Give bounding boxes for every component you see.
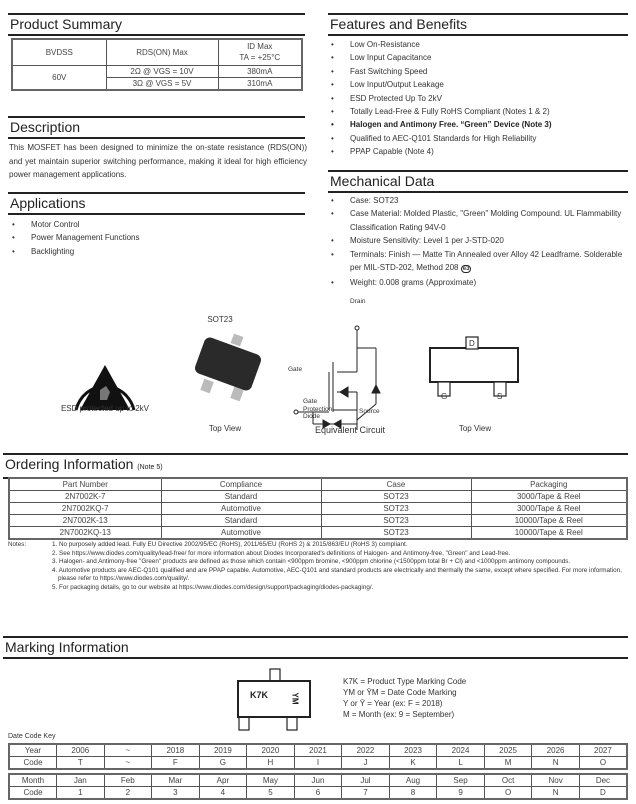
cell: SOT23 (321, 515, 471, 527)
cell: 3Ω @ VGS = 5V (106, 77, 218, 90)
cell: 3 (152, 787, 200, 800)
gate-label: Gate (288, 366, 303, 373)
cell (218, 39, 302, 65)
cell: SOT23 (321, 527, 471, 540)
cell: Automotive (161, 503, 321, 515)
cell: Jan (57, 774, 105, 787)
cell: Code (9, 787, 57, 800)
cell: 3000/Tape & Reel (471, 491, 627, 503)
cell: 2026 (532, 744, 580, 757)
note-item: 2. See https://www.diodes.com/quality/lead-free/ for more information about Diodes Incorporated's definitions of Halogen- and Antimony-free, "Green" and Lead-free. (52, 549, 511, 557)
notes-label: Notes: (8, 541, 27, 548)
cell: 2006 (57, 744, 105, 757)
gate-protection-diode-label: Gate Protection Diode (303, 398, 333, 420)
cell: N (532, 787, 580, 800)
list-item: • Motor Control (9, 218, 140, 231)
list-item: • Totally Lead-Free & Fully RoHS Compliant (Notes 1 & 2) (328, 105, 628, 118)
table-row (9, 757, 627, 770)
cell: Feb (104, 774, 152, 787)
cell: 8 (389, 787, 437, 800)
ordering-heading (3, 453, 628, 479)
cell: D (579, 787, 627, 800)
pinout-top-view-diagram (428, 336, 524, 400)
marking-code: K7K (250, 690, 269, 700)
cell: Dec (579, 774, 627, 787)
applications-list (9, 218, 140, 258)
e3-icon: e3 (462, 266, 470, 273)
features-heading: Features and Benefits (328, 13, 628, 36)
cell: 2N7002KQ-13 (9, 527, 161, 540)
mechanical-list (328, 194, 628, 290)
list-item: • Backlighting (9, 245, 140, 258)
esd-icon (70, 350, 140, 412)
cell: 2N7002K-13 (9, 515, 161, 527)
cell: 2023 (389, 744, 437, 757)
date-code-mark: YM (290, 692, 300, 705)
note-item: 3. Halogen- and Antimony-free "Green" products are defined as those which contain <900ppm bromine, <900ppm chlorine (<1500ppm total Br + Cl) and <1000ppm antimony compounds. (52, 558, 571, 566)
cell: Month (9, 774, 57, 787)
legend-line: M = Month (ex: 9 = September) (343, 710, 455, 719)
cell: Automotive (161, 527, 321, 540)
marking-legend (343, 676, 466, 720)
features-list (328, 38, 628, 159)
cell: Mar (152, 774, 200, 787)
list-item: • Low Input/Output Leakage (328, 78, 628, 91)
cell: J (342, 757, 390, 770)
list-item-text: Terminals: Finish — Matte Tin Annealed over Alloy 42 Leadframe. Solderable per MIL-STD-202, Method 208 (350, 249, 623, 273)
description-heading: Description (8, 116, 305, 139)
list-item: • Case: SOT23 (328, 194, 628, 207)
top-view-caption-2: Top View (458, 424, 492, 433)
pin-s-label: S (497, 392, 503, 401)
cell: 10000/Tape & Reel (471, 515, 627, 527)
cell: ~ (104, 757, 152, 770)
cell: 4 (199, 787, 247, 800)
list-item: • Power Management Functions (9, 231, 140, 244)
cell: 60V (12, 65, 106, 90)
cell: 5 (247, 787, 295, 800)
product-summary-heading: Product Summary (8, 13, 305, 36)
cell: May (247, 774, 295, 787)
esd-caption: ESD protected up to 2kV (60, 404, 150, 413)
cell: 6 (294, 787, 342, 800)
cell: 2N7002K-7 (9, 491, 161, 503)
cell: O (484, 787, 532, 800)
table-row (9, 744, 627, 757)
cell: 2 (104, 787, 152, 800)
cell: I (294, 757, 342, 770)
legend-line: YM or ȲM = Date Code Marking (343, 688, 457, 697)
cell: K (389, 757, 437, 770)
cell: N (532, 757, 580, 770)
cell-text: TA = +25°C (239, 53, 281, 63)
cell: Aug (389, 774, 437, 787)
table-row (9, 491, 627, 503)
table-row (9, 787, 627, 800)
cell: 2022 (342, 744, 390, 757)
cell: 2025 (484, 744, 532, 757)
cell: 2020 (247, 744, 295, 757)
cell: 9 (437, 787, 485, 800)
list-item: • Weight: 0.008 grams (Approximate) (328, 276, 628, 289)
cell: L (437, 757, 485, 770)
cell: Jul (342, 774, 390, 787)
cell: M (484, 757, 532, 770)
cell: F (152, 757, 200, 770)
table-row (9, 515, 627, 527)
cell: 2N7002KQ-7 (9, 503, 161, 515)
note-item: 5. For packaging details, go to our website at https://www.diodes.com/design/support/packaging/diodes-packaging/. (52, 583, 374, 591)
marking-package-diagram (230, 668, 316, 732)
table-row (9, 527, 627, 540)
cell: BVDSS (12, 39, 106, 65)
product-summary-table (11, 38, 303, 91)
cell: 1 (57, 787, 105, 800)
cell: SOT23 (321, 503, 471, 515)
header-cell: Case (321, 478, 471, 491)
list-item: • Low Input Capacitance (328, 51, 628, 64)
list-item: • ESD Protected Up To 2kV (328, 92, 628, 105)
sot23-package-image (192, 330, 267, 402)
list-item: • Case Material: Molded Plastic, "Green" Molding Compound. UL Flammability Classification Rating 94V-0 (328, 207, 628, 234)
date-code-key-label: Date Code Key (8, 733, 56, 740)
cell: O (579, 757, 627, 770)
header-cell: Part Number (9, 478, 161, 491)
cell: 3000/Tape & Reel (471, 503, 627, 515)
cell: 310mA (218, 77, 302, 90)
cell: Sep (437, 774, 485, 787)
cell: Code (9, 757, 57, 770)
cell: G (199, 757, 247, 770)
sot23-label: SOT23 (207, 315, 233, 324)
list-item: • Moisture Sensitivity: Level 1 per J-STD-020 (328, 234, 628, 247)
note-item: 1. No purposely added lead. Fully EU Directive 2002/95/EC (RoHS), 2011/65/EU (RoHS 2) & 2015/863/EU (RoHS 3) compliant. (52, 541, 408, 548)
cell: 2024 (437, 744, 485, 757)
cell: ~ (104, 744, 152, 757)
month-code-table (8, 773, 628, 800)
table-row (9, 774, 627, 787)
header-cell: Compliance (161, 478, 321, 491)
list-item: • Low On-Resistance (328, 38, 628, 51)
cell: Nov (532, 774, 580, 787)
cell: RDS(ON) Max (106, 39, 218, 65)
applications-heading: Applications (8, 192, 305, 215)
list-item: • Halogen and Antimony Free. “Green” Device (Note 3) (328, 118, 628, 131)
cell: 2Ω @ VGS = 10V (106, 65, 218, 77)
cell: 380mA (218, 65, 302, 77)
cell: H (247, 757, 295, 770)
cell: 2018 (152, 744, 200, 757)
top-view-caption: Top View (208, 424, 242, 433)
cell: Standard (161, 491, 321, 503)
mechanical-heading: Mechanical Data (328, 170, 628, 193)
ordering-note: (Note 5) (137, 464, 163, 471)
year-code-table (8, 743, 628, 770)
cell: Apr (199, 774, 247, 787)
cell: 7 (342, 787, 390, 800)
list-item: • Fast Switching Speed (328, 65, 628, 78)
drain-label: Drain (350, 298, 366, 305)
pin-d-label: D (469, 339, 475, 348)
cell: Jun (294, 774, 342, 787)
cell: 2021 (294, 744, 342, 757)
list-item: • Qualified to AEC-Q101 Standards for High Reliability (328, 132, 628, 145)
table-row (9, 503, 627, 515)
pin-g-label: G (441, 392, 448, 401)
ordering-table (8, 477, 628, 540)
list-item: • PPAP Capable (Note 4) (328, 145, 628, 158)
list-item (328, 248, 628, 277)
cell-text: ID Max (247, 42, 273, 52)
legend-line: Y or Ȳ = Year (ex: F = 2018) (343, 699, 443, 708)
equivalent-circuit-caption: Equivalent Circuit (314, 425, 386, 435)
cell: 2019 (199, 744, 247, 757)
ordering-title: Ordering Information (5, 456, 134, 472)
cell: 2027 (579, 744, 627, 757)
cell: Standard (161, 515, 321, 527)
cell: Oct (484, 774, 532, 787)
cell: T (57, 757, 105, 770)
cell: 10000/Tape & Reel (471, 527, 627, 540)
cell: SOT23 (321, 491, 471, 503)
header-cell: Packaging (471, 478, 627, 491)
description-text: This MOSFET has been designed to minimize the on-state resistance (RDS(ON)) and yet maintain superior switching performance, making it ideal for high efficiency power management applications. (9, 143, 307, 179)
note-item: 4. Automotive products are AEC-Q101 qualified and are PPAP capable. Automotive, AEC-Q101 and standard products are electrically and thermally the same, except where specified. For more information, please refer to https://www.diodes.com/quality/. (52, 566, 622, 583)
cell: Year (9, 744, 57, 757)
legend-line: K7K = Product Type Marking Code (343, 677, 467, 686)
source-label: Source (359, 408, 380, 415)
notes-list (52, 541, 622, 593)
marking-heading: Marking Information (3, 636, 628, 659)
